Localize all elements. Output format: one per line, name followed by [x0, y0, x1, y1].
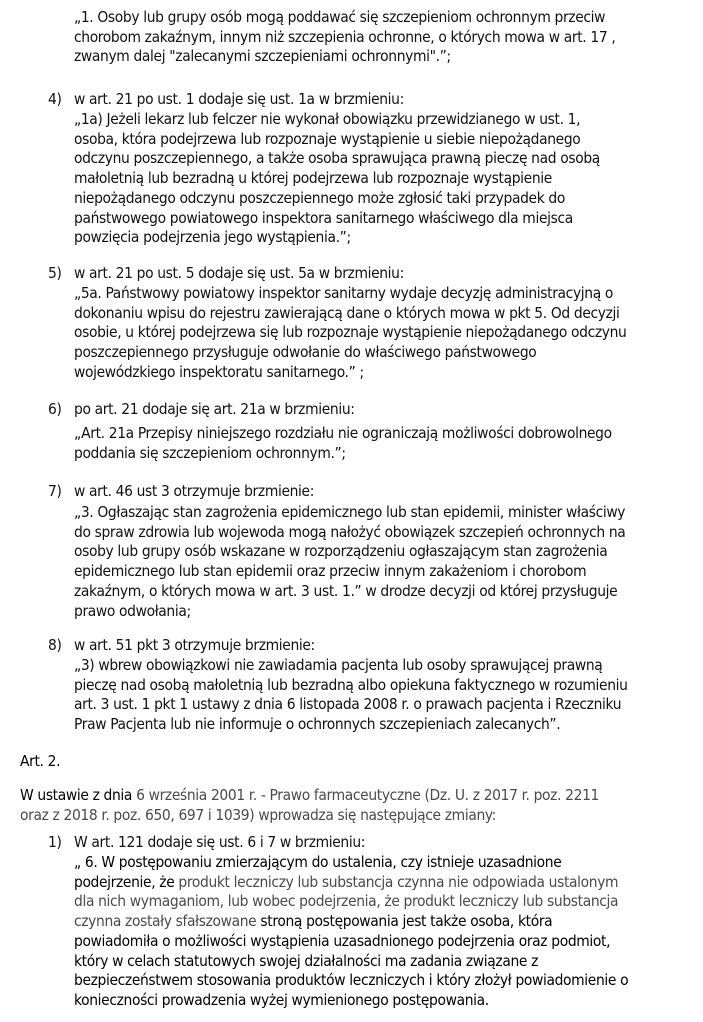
text-span: stroną postępowania jest także osoba, która: [256, 912, 553, 931]
item-heading: w art. 51 pkt 3 otrzymuje brzmienie:: [74, 636, 315, 654]
text-line: osoby lub grupy osób wskazane w rozporządzeniu ogłaszającym stan zagrożenia: [74, 542, 608, 561]
item-heading: w art. 21 po ust. 5 dodaje się ust. 5a w brzmieniu:: [74, 264, 404, 282]
text-line: „3. Ogłaszając stan zagrożenia epidemicznego lub stan epidemii, minister właściwy: [74, 503, 626, 521]
item-number: 1): [48, 833, 62, 851]
item-heading: po art. 21 dodaje się art. 21a w brzmieniu:: [74, 400, 355, 418]
text-line: „ 6. W postępowaniu zmierzającym do ustalenia, czy istnieje uzasadnione: [74, 853, 562, 871]
text-line: niepożądanego odczynu poszczepiennego może zgłosić taki przypadek do: [74, 188, 565, 207]
item-heading: w art. 46 ust 3 otrzymuje brzmienie:: [74, 482, 315, 500]
text-line: powiadomiła o możliwości wystąpienia uzasadnionego podejrzenia oraz podmiot,: [74, 931, 611, 950]
item-heading: W art. 121 dodaje się ust. 6 i 7 w brzmieniu:: [74, 833, 366, 851]
text-line: zakaźnym, o których mowa w art. 3 ust. 1.” w drodze decyzji od której przysługuje: [74, 581, 618, 600]
text-line: osobie, u której podejrzewa się lub rozpoznaje wystąpienie niepożądanego odczynu: [74, 323, 627, 342]
item-quote: [74, 656, 628, 735]
text-line: „Art. 21a Przepisy niniejszego rozdziału nie ograniczają możliwości dobrowolnego: [74, 424, 612, 442]
text-line: zwanym dalej "zalecanymi szczepieniami ochronnymi".”;: [74, 47, 451, 66]
text-line: dokonaniu wpisu do rejestru zawierającą dane o których mowa w pkt 5. Od decyzji: [74, 303, 620, 322]
text-line: poddania się szczepieniom ochronnym.”;: [74, 443, 346, 462]
text-line: który w celach statutowych swojej działalności ma zadania związane z: [74, 951, 539, 970]
text-line: bezpieczeństwem stosowania produktów leczniczych i który złożył powiadomienie o: [74, 971, 629, 990]
item-quote: [74, 284, 627, 383]
text-line: „1a) Jeżeli lekarz lub felczer nie wykonał obowiązku przewidzianego w ust. 1,: [74, 110, 581, 128]
item-heading: w art. 21 po ust. 1 dodaje się ust. 1a w brzmieniu:: [74, 90, 404, 108]
text-line: „1. Osoby lub grupy osób mogą poddawać się szczepieniom ochronnym przeciw: [74, 8, 606, 26]
text-line: Praw Pacjenta lub nie informuje o ochronnych szczepieniach zalecanych”.: [74, 715, 561, 734]
text-line: prawo odwołania;: [74, 601, 191, 620]
text-line: [20, 786, 599, 806]
text-line: pieczę nad osobą małoletnią lub bezradną albo opiekuna faktycznego w rozumieniu: [74, 675, 628, 694]
article-title: Art. 2.: [20, 752, 61, 770]
text-line: do spraw zdrowia lub wojewoda mogą nałożyć obowiązek szczepień ochronnych na: [74, 522, 626, 541]
item-number: 7): [48, 482, 62, 500]
item-quote: [74, 424, 612, 463]
text-line: [74, 873, 628, 893]
text-line: osoba, która podejrzewa lub rozpoznaje wystąpienie u siebie niepożądanego: [74, 129, 581, 148]
item-quote: [74, 503, 625, 621]
text-line: dla nich wymaganiom, lub wobec podejrzenia, że produkt leczniczy lub substancja: [74, 892, 619, 911]
text-line: małoletnią lub bezradną u której podejrzewa lub rozpoznaje wystąpienie: [74, 169, 552, 188]
text-line: poszczepiennego przysługuje odwołanie do właściwego państwowego: [74, 343, 537, 362]
text-line: powzięcia podejrzenia jego wystąpienia.”;: [74, 228, 351, 247]
text-span: produkt leczniczy lub substancja czynna nie odpowiada ustalonym: [174, 872, 619, 891]
intro-quote: [74, 8, 615, 67]
text-line: chorobom zakaźnym, innym niż szczepienia ochronne, o których mowa w art. 17 ,: [74, 27, 616, 46]
text-span: podejrzenie, że: [74, 872, 175, 891]
text-line: państwowego powiatowego inspektora sanitarnego właściwego dla miejsca: [74, 208, 573, 227]
text-line: [74, 912, 628, 932]
text-span: 6 września 2001 r. - Prawo farmaceutyczne (Dz. U. z 2017 r. poz. 2211: [132, 786, 600, 804]
item-number: 8): [48, 636, 62, 654]
text-line: oraz z 2018 r. poz. 650, 697 i 1039) wprowadza się następujące zmiany:: [20, 805, 496, 824]
text-line: konieczności prowadzenia wyżej wymienionego postępowania.: [74, 990, 489, 1009]
article-intro: [20, 786, 599, 825]
text-line: odczynu poszczepiennego, a także osoba sprawująca prawną pieczę nad osobą: [74, 149, 600, 168]
item-number: 4): [48, 90, 62, 108]
item-number: 5): [48, 264, 62, 282]
text-line: wojewódzkiego inspektoratu sanitarnego.” ;: [74, 362, 364, 381]
item-quote: [74, 853, 628, 1011]
text-line: „5a. Państwowy powiatowy inspektor sanitarny wydaje decyzję administracyjną o: [74, 284, 614, 302]
text-span: czynna zostały sfałszowane: [74, 912, 257, 931]
text-line: „3) wbrew obowiązkowi nie zawiadamia pacjenta lub osoby sprawującej prawną: [74, 656, 603, 674]
item-quote: [74, 110, 600, 248]
text-span: W ustawie z dnia: [20, 786, 133, 804]
text-line: epidemicznego lub stan epidemii oraz przeciw innym zakażeniom i chorobom: [74, 562, 587, 581]
item-number: 6): [48, 400, 62, 418]
text-line: art. 3 ust. 1 pkt 1 ustawy z dnia 6 listopada 2008 r. o prawach pacjenta i Rzeczniku: [74, 695, 622, 714]
